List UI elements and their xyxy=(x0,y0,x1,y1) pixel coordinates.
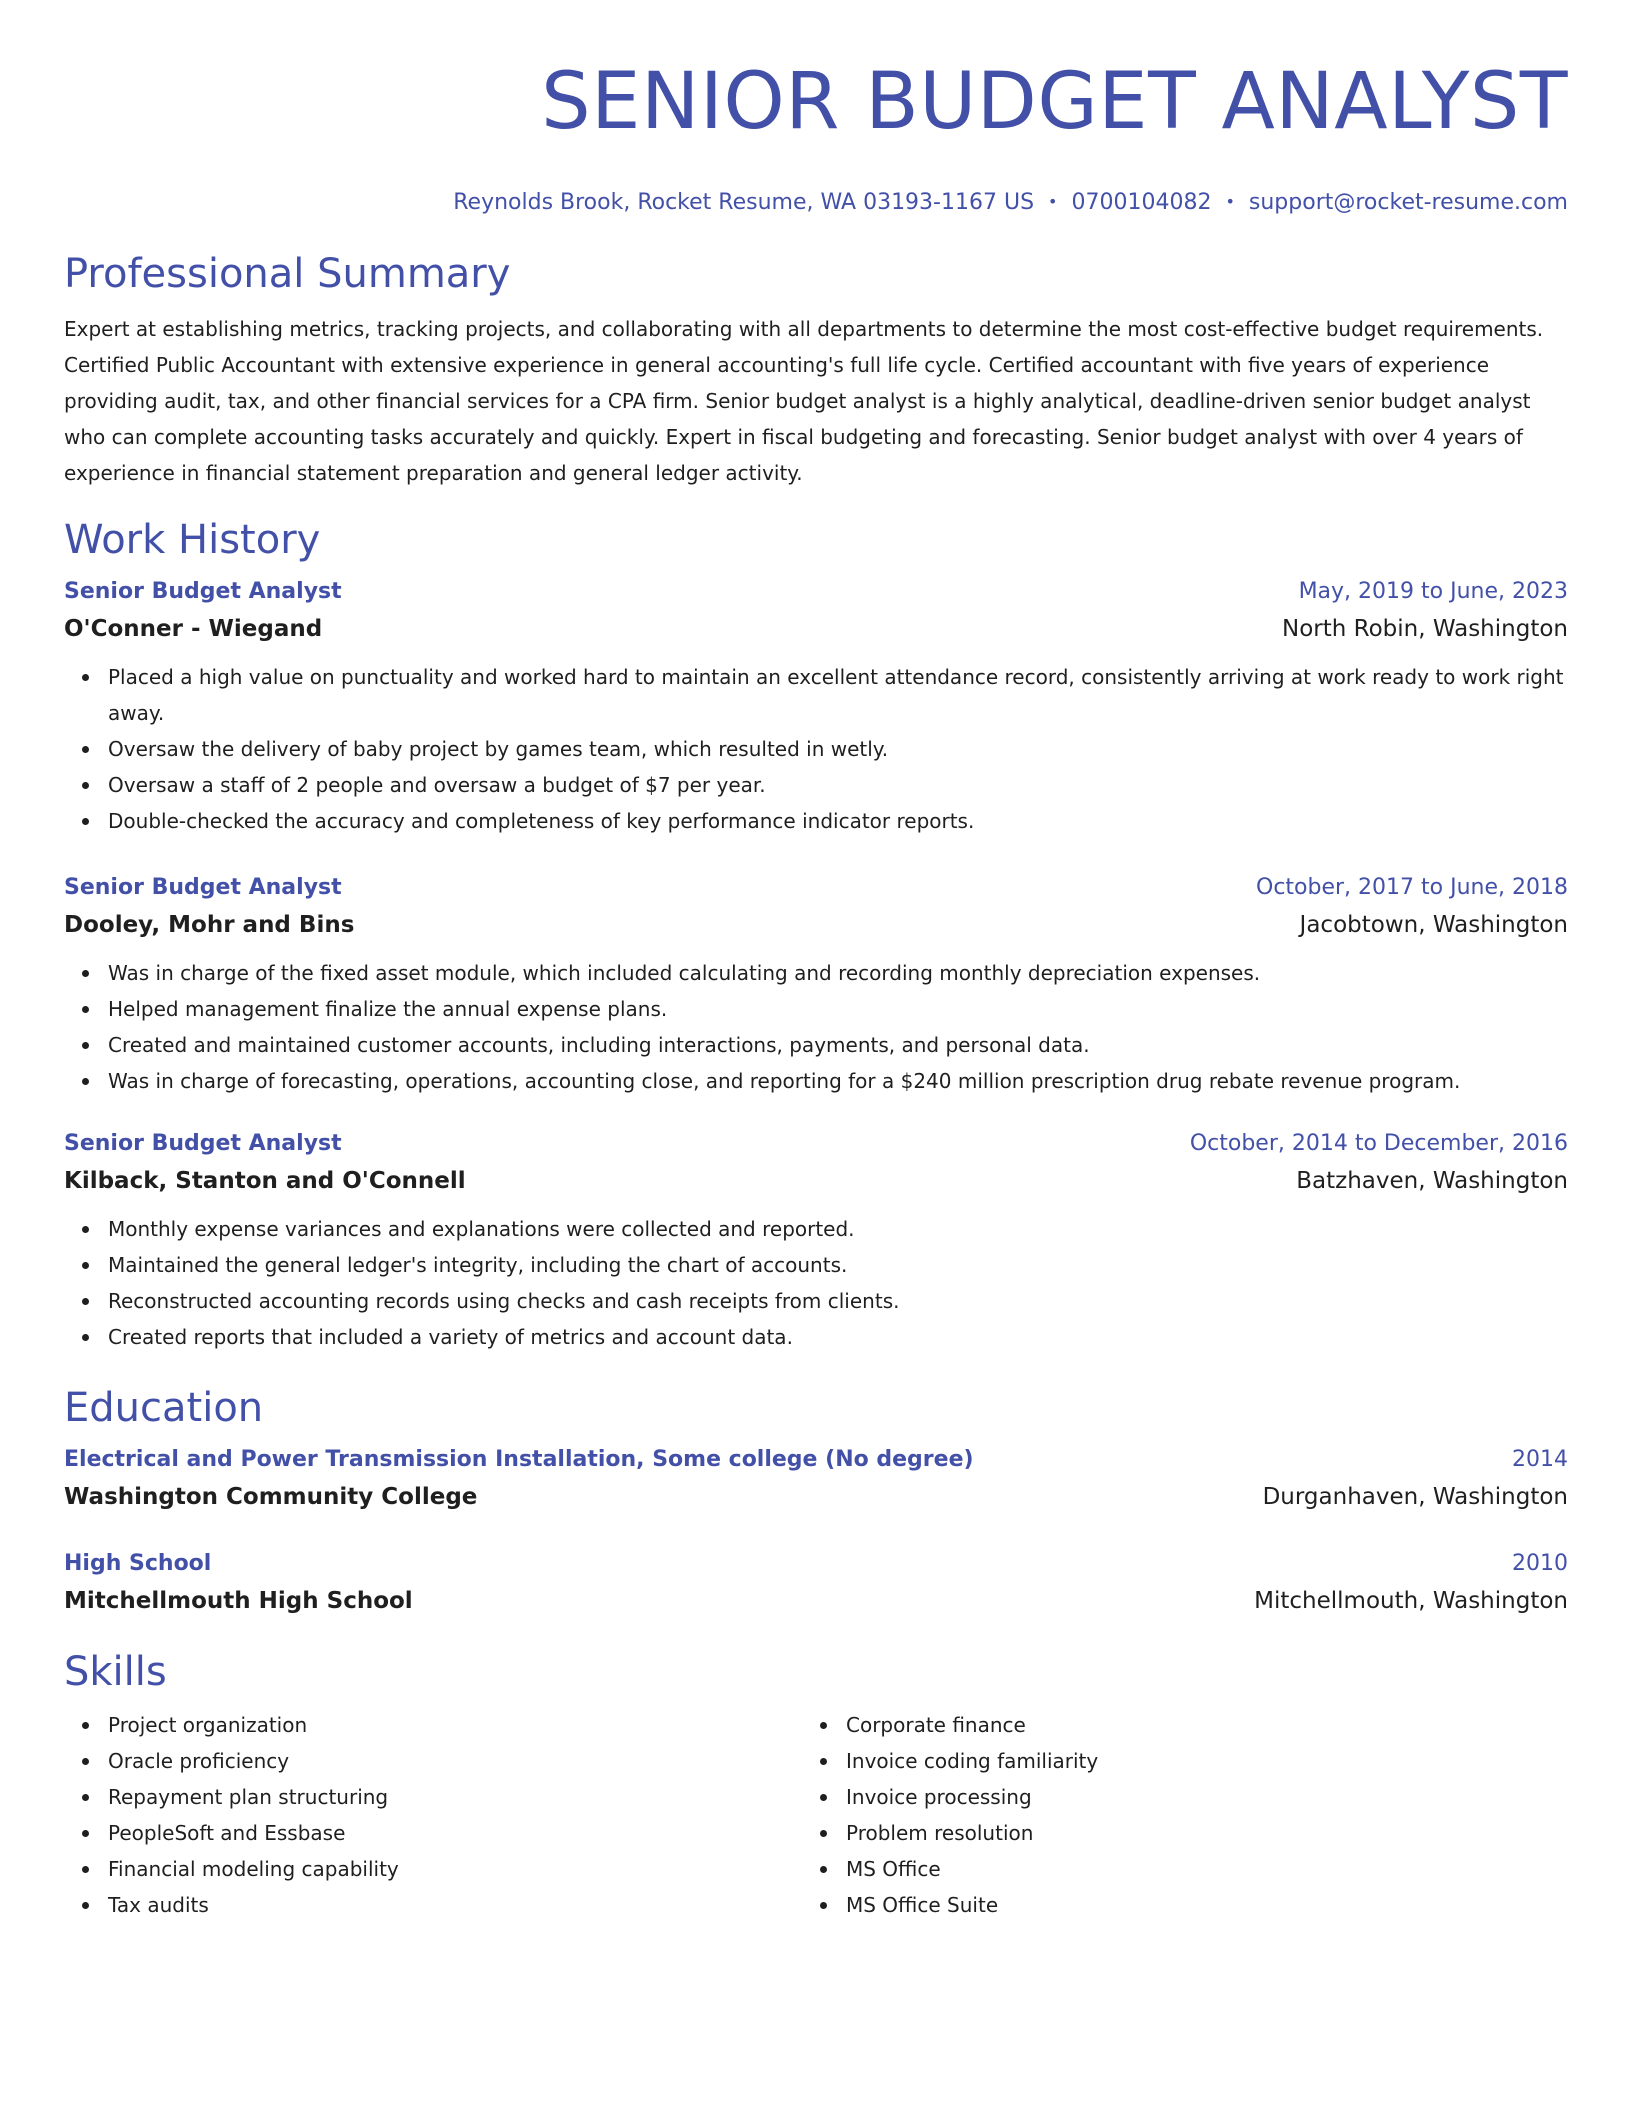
education-location: Durganhaven, Washington xyxy=(1262,1484,1568,1510)
job-title-row xyxy=(64,575,1568,609)
resume-header xyxy=(64,52,1568,217)
section-heading-work-history: Work History xyxy=(64,517,321,563)
skills-column-right xyxy=(802,1707,1540,1923)
job-dates: October, 2014 to December, 2016 xyxy=(1189,1131,1568,1156)
list-item: PeopleSoft and Essbase xyxy=(108,1815,802,1851)
job-company: Dooley, Mohr and Bins xyxy=(64,912,355,938)
list-item: Invoice coding familiarity xyxy=(846,1743,1540,1779)
page-title: SENIOR BUDGET ANALYST xyxy=(541,57,1568,147)
education-school-row xyxy=(64,1477,1568,1517)
job-title: Senior Budget Analyst xyxy=(64,875,342,900)
skills-column-left xyxy=(64,1707,802,1923)
list-item: Invoice processing xyxy=(846,1779,1540,1815)
list-item: Financial modeling capability xyxy=(108,1851,802,1887)
job-entry xyxy=(64,871,1568,1099)
list-item: MS Office xyxy=(846,1851,1540,1887)
job-location: Batzhaven, Washington xyxy=(1296,1168,1568,1194)
section-heading-skills: Skills xyxy=(64,1649,167,1695)
education-year: 2014 xyxy=(1512,1447,1568,1472)
job-dates: May, 2019 to June, 2023 xyxy=(1298,579,1568,604)
list-item: Was in charge of the fixed asset module, which included calculating and recording monthly depreciation expenses. xyxy=(108,955,1568,991)
job-title: Senior Budget Analyst xyxy=(64,1131,342,1156)
education-location: Mitchellmouth, Washington xyxy=(1254,1588,1568,1614)
list-item: Maintained the general ledger's integrity, including the chart of accounts. xyxy=(108,1247,1568,1283)
contact-address: Reynolds Brook, Rocket Resume, WA 03193-1167 US xyxy=(453,190,1035,215)
education-school: Washington Community College xyxy=(64,1484,478,1510)
summary-section xyxy=(64,249,1568,491)
section-heading-summary: Professional Summary xyxy=(64,251,511,297)
list-item: Corporate finance xyxy=(846,1707,1540,1743)
education-school-row xyxy=(64,1581,1568,1621)
education-school: Mitchellmouth High School xyxy=(64,1588,413,1614)
list-item: Oversaw the delivery of baby project by games team, which resulted in wetly. xyxy=(108,731,1568,767)
job-location: North Robin, Washington xyxy=(1281,616,1568,642)
job-location: Jacobtown, Washington xyxy=(1299,912,1568,938)
contact-separator: • xyxy=(1225,192,1235,211)
list-item: Tax audits xyxy=(108,1887,802,1923)
education-degree: Electrical and Power Transmission Installation, Some college (No degree) xyxy=(64,1447,974,1472)
contact-email[interactable]: support@rocket-resume.com xyxy=(1248,190,1568,215)
list-item: Repayment plan structuring xyxy=(108,1779,802,1815)
list-item: Project organization xyxy=(108,1707,802,1743)
skills-list-left xyxy=(64,1707,802,1923)
section-heading-education: Education xyxy=(64,1385,264,1431)
list-item: Problem resolution xyxy=(846,1815,1540,1851)
list-item: Was in charge of forecasting, operations, accounting close, and reporting for a $240 million prescription drug rebate revenue program. xyxy=(108,1063,1568,1099)
list-item: Reconstructed accounting records using checks and cash receipts from clients. xyxy=(108,1283,1568,1319)
job-bullets xyxy=(64,659,1568,839)
list-item: Created and maintained customer accounts, including interactions, payments, and personal data. xyxy=(108,1027,1568,1063)
job-title-row xyxy=(64,1127,1568,1161)
job-bullets xyxy=(64,1211,1568,1355)
skills-columns xyxy=(64,1707,1568,1923)
list-item: Created reports that included a variety of metrics and account data. xyxy=(108,1319,1568,1355)
education-degree: High School xyxy=(64,1551,212,1576)
job-company-row xyxy=(64,905,1568,945)
education-degree-row xyxy=(64,1547,1568,1581)
skills-list-right xyxy=(802,1707,1540,1923)
job-company: Kilback, Stanton and O'Connell xyxy=(64,1168,466,1194)
list-item: Placed a high value on punctuality and worked hard to maintain an excellent attendance record, consistently arriving at work ready to work right away. xyxy=(108,659,1568,731)
job-entry xyxy=(64,575,1568,839)
list-item: Helped management finalize the annual expense plans. xyxy=(108,991,1568,1027)
job-company: O'Conner - Wiegand xyxy=(64,616,323,642)
list-item: MS Office Suite xyxy=(846,1887,1540,1923)
job-title-row xyxy=(64,871,1568,905)
education-year: 2010 xyxy=(1512,1551,1568,1576)
education-degree-row xyxy=(64,1443,1568,1477)
job-title: Senior Budget Analyst xyxy=(64,579,342,604)
contact-separator: • xyxy=(1048,192,1058,211)
job-bullets xyxy=(64,955,1568,1099)
summary-text: Expert at establishing metrics, tracking projects, and collaborating with all departments to determine the most cost-effective budget requirements. Certified Public Accountant with extensive experience in general accounting's full life cycle. Certified accountant with five years of experience providing audit, tax, and other financial services for a CPA firm. Senior budget analyst is a highly analytical, deadline-driven senior budget analyst who can complete accounting tasks accurately and quickly. Expert in fiscal budgeting and forecasting. Senior budget analyst with over 4 years of experience in financial statement preparation and general ledger activity. xyxy=(64,317,1544,485)
list-item: Oracle proficiency xyxy=(108,1743,802,1779)
education-entry xyxy=(64,1547,1568,1621)
job-entry xyxy=(64,1127,1568,1355)
contact-line xyxy=(64,188,1568,217)
job-company-row xyxy=(64,609,1568,649)
list-item: Oversaw a staff of 2 people and oversaw a budget of $7 per year. xyxy=(108,767,1568,803)
skills-section xyxy=(64,1647,1568,1923)
job-dates: October, 2017 to June, 2018 xyxy=(1256,875,1568,900)
job-company-row xyxy=(64,1161,1568,1201)
list-item: Monthly expense variances and explanations were collected and reported. xyxy=(108,1211,1568,1247)
list-item: Double-checked the accuracy and completeness of key performance indicator reports. xyxy=(108,803,1568,839)
education-section xyxy=(64,1383,1568,1621)
work-history-section xyxy=(64,515,1568,1355)
education-entry xyxy=(64,1443,1568,1517)
contact-phone[interactable]: 0700104082 xyxy=(1071,190,1212,215)
